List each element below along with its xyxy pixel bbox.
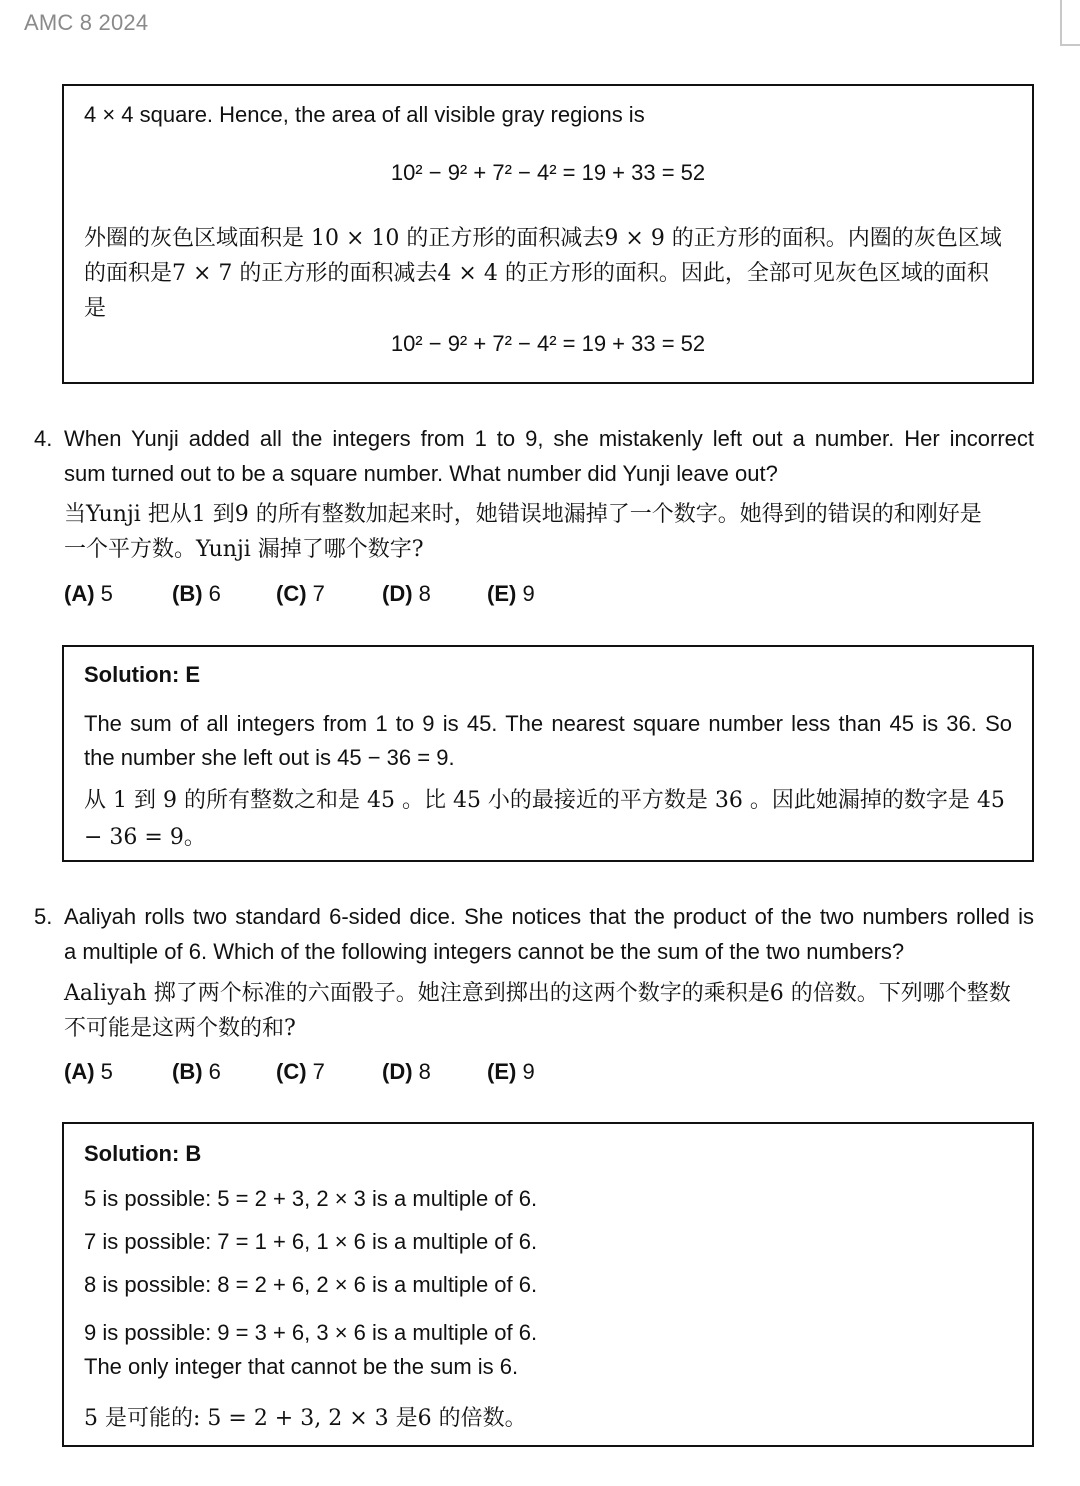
page-header-title: AMC 8 2024 — [24, 10, 149, 35]
question-5-zh-text: Aaliyah 掷了两个标准的六面骰子。她注意到掷出的这两个数字的乘积是6 的倍数。下列哪个整数 — [64, 981, 1011, 1006]
choice-e[interactable]: (E) 9 — [487, 1059, 535, 1084]
choice-c[interactable]: (C) 7 — [276, 581, 325, 606]
question-5-text: a multiple of 6. Which of the following integers cannot be the sum of the two numbers? — [64, 939, 905, 964]
prev-solution-zh-line: 是 — [84, 296, 107, 321]
solution-4-box — [62, 645, 1034, 862]
solution-4-text: The sum of all integers from 1 to 9 is 45. The nearest square number less than 45 is 36. So — [84, 711, 1012, 736]
solution-4-zh-text: 从 1 到 9 的所有整数之和是 45 。比 45 小的最接近的平方数是 36 。因此她漏掉的数字是 45 — [84, 788, 1005, 813]
solution-5-line: 9 is possible: 9 = 3 + 6, 3 × 6 is a multiple of 6. — [84, 1320, 538, 1345]
solution-4-title: Solution: E — [84, 662, 201, 687]
choice-b[interactable]: (B) 6 — [172, 1059, 221, 1084]
question-5-zh-text: 不可能是这两个数的和? — [64, 1016, 296, 1041]
prev-solution-box — [62, 84, 1034, 384]
solution-5-line: The only integer that cannot be the sum is 6. — [84, 1354, 519, 1379]
solution-4-zh-text: − 36 = 9。 — [84, 825, 206, 850]
choice-b[interactable]: (B) 6 — [172, 581, 221, 606]
prev-solution-equation: 10² − 9² + 7² − 4² = 19 + 33 = 52 — [390, 331, 706, 356]
choice-e[interactable]: (E) 9 — [487, 581, 535, 606]
choice-d[interactable]: (D) 8 — [382, 581, 431, 606]
page-corner-mark — [1060, 0, 1080, 46]
prev-solution-line: 4 × 4 square. Hence, the area of all visible gray regions is — [84, 102, 645, 127]
choice-c[interactable]: (C) 7 — [276, 1059, 325, 1084]
question-4-text: When Yunji added all the integers from 1 to 9, she mistakenly left out a number. Her incorrect — [64, 426, 1034, 451]
solution-5-line: 8 is possible: 8 = 2 + 6, 2 × 6 is a multiple of 6. — [84, 1272, 538, 1297]
solution-4-text: the number she left out is 45 − 36 = 9. — [84, 745, 455, 770]
choice-a[interactable]: (A) 5 — [64, 581, 113, 606]
choice-a[interactable]: (A) 5 — [64, 1059, 113, 1084]
question-4-text: sum turned out to be a square number. What number did Yunji leave out? — [64, 461, 778, 486]
choice-d[interactable]: (D) 8 — [382, 1059, 431, 1084]
question-5-number: 5. — [34, 904, 53, 929]
solution-5-line: 5 is possible: 5 = 2 + 3, 2 × 3 is a multiple of 6. — [84, 1186, 538, 1211]
prev-solution-zh-line: 的面积是7 × 7 的正方形的面积减去4 × 4 的正方形的面积。因此，全部可见灰色区域的面积 — [84, 261, 989, 286]
question-4-number: 4. — [34, 426, 53, 451]
solution-5-zh-line: 5 是可能的: 5 = 2 + 3, 2 × 3 是6 的倍数。 — [84, 1406, 527, 1431]
solution-5-title: Solution: B — [84, 1141, 202, 1166]
solution-5-line: 7 is possible: 7 = 1 + 6, 1 × 6 is a multiple of 6. — [84, 1229, 538, 1254]
prev-solution-zh-line: 外圈的灰色区域面积是 10 × 10 的正方形的面积减去9 × 9 的正方形的面积。内圈的灰色区域 — [84, 226, 1002, 251]
question-4-zh-text: 当Yunji 把从1 到9 的所有整数加起来时，她错误地漏掉了一个数字。她得到的错误的和刚好是 — [64, 502, 982, 527]
question-4-zh-text: 一个平方数。Yunji 漏掉了哪个数字? — [64, 537, 424, 562]
solution-5-box — [62, 1122, 1034, 1447]
prev-solution-equation: 10² − 9² + 7² − 4² = 19 + 33 = 52 — [390, 160, 706, 185]
question-5-text: Aaliyah rolls two standard 6-sided dice. She notices that the product of the two numbers rolled is — [64, 904, 1034, 929]
